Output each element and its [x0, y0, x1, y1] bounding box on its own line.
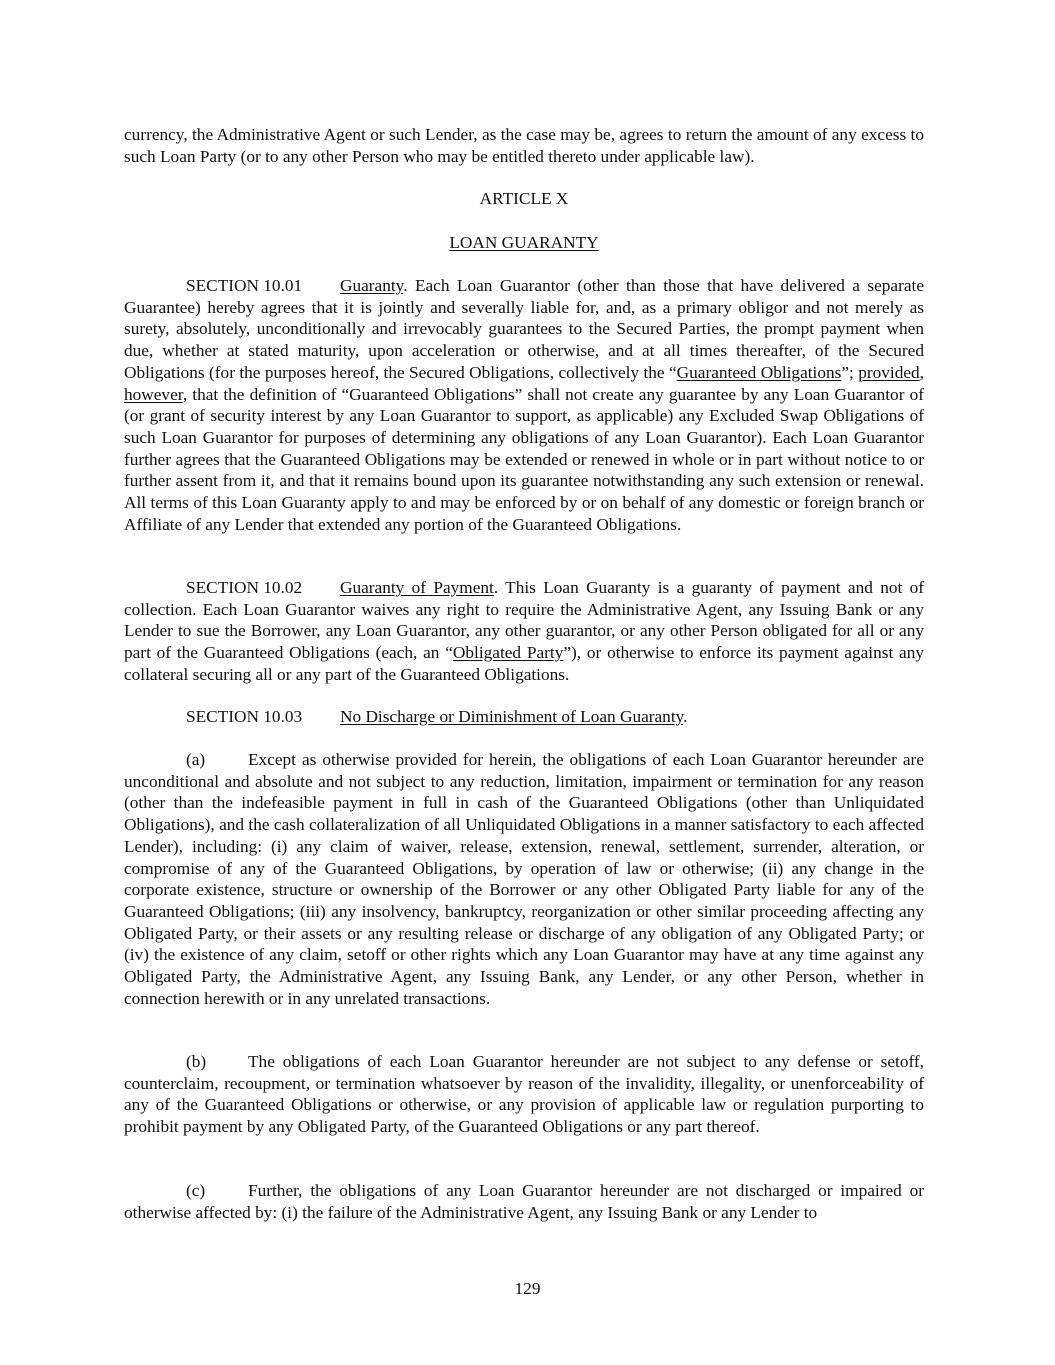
defined-term: Obligated Party	[452, 643, 564, 663]
section-10-02	[124, 577, 924, 686]
clause-marker: (a)	[186, 750, 206, 769]
clause-marker: (b)	[186, 1052, 207, 1071]
clause-b	[124, 1051, 924, 1138]
section-number: SECTION 10.03	[186, 707, 303, 726]
page-number: 129	[514, 1279, 541, 1298]
section-number: SECTION 10.01	[186, 276, 303, 295]
clause-text: Except as otherwise provided for herein, the obligations of each Loan Guarantor hereunder are unconditional and absolute and not subject to any reduction, limitation, impairment or termination for any reason (other than the indefeasible payment in full in cash of the Guaranteed Obligations (other than Unliquidated Obligations), and the cash collateralization of all Unliquidated Obligations in a manner satisfactory to each affected Lender), including: (i) any claim of waiver, release, extension, renewal, settlement, surrender, alteration, or compromise of any of the Guaranteed Obligations, by operation of law or otherwise; (ii) any change in the corporate existence, structure or ownership of the Borrower or any other Obligated Party liable for any of the Guaranteed Obligations; (iii) any insolvency, bankruptcy, reorganization or other similar proceeding affecting any Obligated Party, or their assets or any resulting release or discharge of any obligation of any Obligated Party; or (iv) the existence of any claim, setoff or other rights which any Loan Guarantor may have at any time against any Obligated Party, the Administrative Agent, any Issuing Bank, any Lender, or any other Person, whether in connection herewith or in any unrelated transactions.	[124, 750, 924, 1008]
clause-a	[124, 749, 924, 1009]
clause-c	[124, 1180, 924, 1223]
provided-term: provided	[858, 362, 920, 382]
article-number-block	[124, 188, 924, 210]
clause-text: The obligations of each Loan Guarantor hereunder are not subject to any defense or setoff, counterclaim, recoupment, or termination whatsoever by reason of the invalidity, illegality, or unenforceability of any of the Guaranteed Obligations or otherwise, or any provision of applicable law or regulation purporting to prohibit payment by any Obligated Party, of the Guaranteed Obligations or any part thereof.	[124, 1052, 924, 1137]
however-term: however	[124, 384, 183, 404]
section-heading: Guaranty	[340, 276, 404, 295]
section-heading: Guaranty of Payment	[340, 578, 494, 597]
section-text: . This Loan Guaranty is a guaranty of payment and not of collection. Each Loan Guarantor waives any right to require the Administrative Agent, any Issuing Bank or any Lender to sue the Borrower, any Loan Guarantor, any other guarantor, or any other Person obligated for all or any part of the Guaranteed Obligations (each, an “	[124, 578, 925, 663]
article-number: ARTICLE X	[479, 189, 569, 208]
section-text: . Each Loan Guarantor (other than those that have delivered a separate Guarantee) hereby agrees that it is jointly and severally liable for, and, as a primary obligor and not merely as surety, absolutely, unconditionally and irrevocably guarantees to the Secured Parties, the prompt payment when due, whether at stated maturity, upon acceleration or otherwise, and at all times thereafter, of the Secured Obligations (for the purposes hereof, the Secured Obligations, collectively the “	[124, 276, 924, 382]
continuation-text: currency, the Administrative Agent or such Lender, as the case may be, agrees to return the amount of any excess to such Loan Party (or to any other Person who may be entitled thereto under applicable law).	[124, 125, 924, 166]
defined-term: Guaranteed Obligations	[676, 362, 842, 382]
section-heading: No Discharge or Diminishment of Loan Guaranty	[340, 707, 684, 726]
section-number: SECTION 10.02	[186, 578, 303, 597]
article-title: LOAN GUARANTY	[449, 233, 599, 252]
clause-marker: (c)	[186, 1181, 206, 1200]
clause-text: Further, the obligations of any Loan Guarantor hereunder are not discharged or impaired or otherwise affected by: (i) the failure of the Administrative Agent, any Issuing Bank or any Lender to	[124, 1181, 924, 1222]
section-10-03: SECTION 10.03 No Discharge or Diminishment of Loan Guaranty.	[186, 707, 688, 726]
article-title-block	[124, 232, 924, 254]
continuation-paragraph	[124, 124, 924, 167]
section-text: ”), or otherwise to enforce its payment against any collateral securing all or any part of the Guaranteed Obligations.	[124, 643, 924, 684]
section-10-01: SECTION 10.01 Guaranty. Each Loan Guarantor (other than those that have delivered a separate Guarantee) hereby agrees that it is jointly and severally liable for, and, as a primary obligor and not merely as surety, absolutely, unconditionally and irrevocably guarantees to the Secured Parties, the prompt payment when due, whether at stated maturity, upon acceleration or otherwise, and at all times thereafter, of the Secured Obligations (for the purposes hereof, the Secured Obligations, collectively the “Guaranteed Obligations”; provided, however, that the definition of “Guaranteed Obligations” shall not create any guarantee by any Loan Guarantor of (or grant of security interest by any Loan Guarantor to support, as applicable) any Excluded Swap Obligations of such Loan Guarantor for purposes of determining any obligations of any Loan Guarantor). Each Loan Guarantor further agrees that the Guaranteed Obligations may be extended or renewed in whole or in part without notice to or further assent from it, and that it remains bound upon its guarantee notwithstanding any such extension or renewal. All terms of this Loan Guaranty apply to and may be enforced by or on behalf of any domestic or foreign branch or Affiliate of any Lender that extended any portion of the Guaranteed Obligations.	[124, 276, 924, 534]
section-text: , that the definition of “Guaranteed Obligations” shall not create any guarantee by any Loan Guarantor of (or grant of security interest by any Loan Guarantor to support, as applicable) any Excluded Swap Obligations of such Loan Guarantor for purposes of determining any obligations of any Loan Guarantor). Each Loan Guarantor further agrees that the Guaranteed Obligations may be extended or renewed in whole or in part without notice to or further assent from it, and that it remains bound upon its guarantee notwithstanding any such extension or renewal. All terms of this Loan Guaranty apply to and may be enforced by or on behalf of any domestic or foreign branch or Affiliate of any Lender that extended any portion of the Guaranteed Obligations.	[124, 384, 924, 534]
